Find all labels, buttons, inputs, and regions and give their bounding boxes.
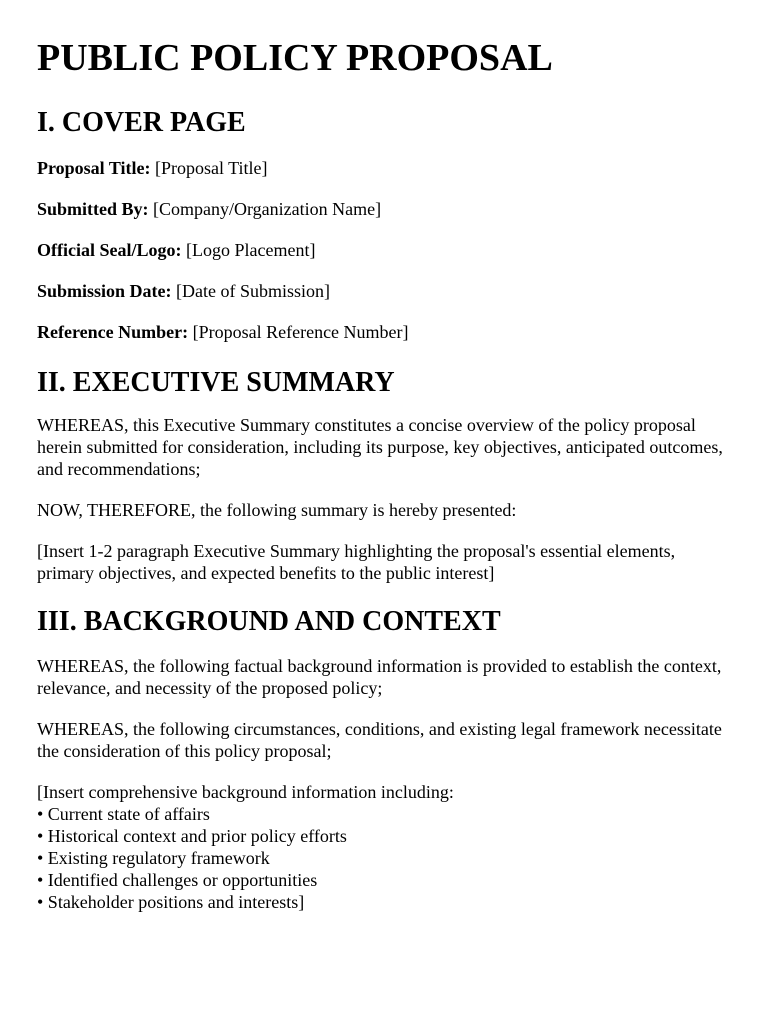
field-value: [Proposal Reference Number] bbox=[192, 322, 409, 342]
background-body bbox=[37, 655, 733, 913]
field-value: [Logo Placement] bbox=[185, 240, 316, 260]
paragraph: WHEREAS, the following factual background information is provided to establish the context, relevance, and necessity of the proposed policy; bbox=[37, 656, 722, 698]
section-heading-cover-page: I. COVER PAGE bbox=[37, 107, 246, 138]
paragraph: WHEREAS, this Executive Summary constitutes a concise overview of the policy proposal herein submitted for consideration, including its purpose, key objectives, anticipated outcomes, and recommendations; bbox=[37, 415, 723, 479]
field-value: [Proposal Title] bbox=[155, 158, 268, 178]
document-title: PUBLIC POLICY PROPOSAL bbox=[37, 37, 553, 79]
paragraph: NOW, THEREFORE, the following summary is hereby presented: bbox=[37, 500, 517, 520]
bullet-item: • Historical context and prior policy efforts bbox=[37, 826, 347, 846]
insert-intro-line: [Insert comprehensive background information including: bbox=[37, 782, 454, 802]
field-proposal-title bbox=[37, 157, 733, 179]
bullet-item: • Current state of affairs bbox=[37, 804, 210, 824]
insert-instructions bbox=[37, 781, 733, 913]
executive-summary-body bbox=[37, 414, 733, 584]
field-label: Submitted By: bbox=[37, 199, 149, 219]
bullet-item: • Identified challenges or opportunities bbox=[37, 870, 318, 890]
field-label: Proposal Title: bbox=[37, 158, 151, 178]
field-reference-number bbox=[37, 321, 733, 343]
paragraph: WHEREAS, the following circumstances, conditions, and existing legal framework necessitate the consideration of this policy proposal; bbox=[37, 719, 722, 761]
section-heading-background-and-context: III. BACKGROUND AND CONTEXT bbox=[37, 606, 501, 637]
field-label: Reference Number: bbox=[37, 322, 189, 342]
field-submitted-by bbox=[37, 198, 733, 220]
field-value: [Date of Submission] bbox=[176, 281, 331, 301]
section-heading-executive-summary: II. EXECUTIVE SUMMARY bbox=[37, 367, 395, 398]
field-value: [Company/Organization Name] bbox=[153, 199, 382, 219]
cover-fields bbox=[37, 157, 733, 343]
field-official-seal-logo bbox=[37, 239, 733, 261]
field-submission-date bbox=[37, 280, 733, 302]
field-label: Official Seal/Logo: bbox=[37, 240, 182, 260]
bullet-item: • Existing regulatory framework bbox=[37, 848, 270, 868]
field-label: Submission Date: bbox=[37, 281, 172, 301]
bullet-item: • Stakeholder positions and interests] bbox=[37, 892, 305, 912]
paragraph: [Insert 1-2 paragraph Executive Summary highlighting the proposal's essential elements, primary objectives, and expected benefits to the public interest] bbox=[37, 541, 676, 583]
